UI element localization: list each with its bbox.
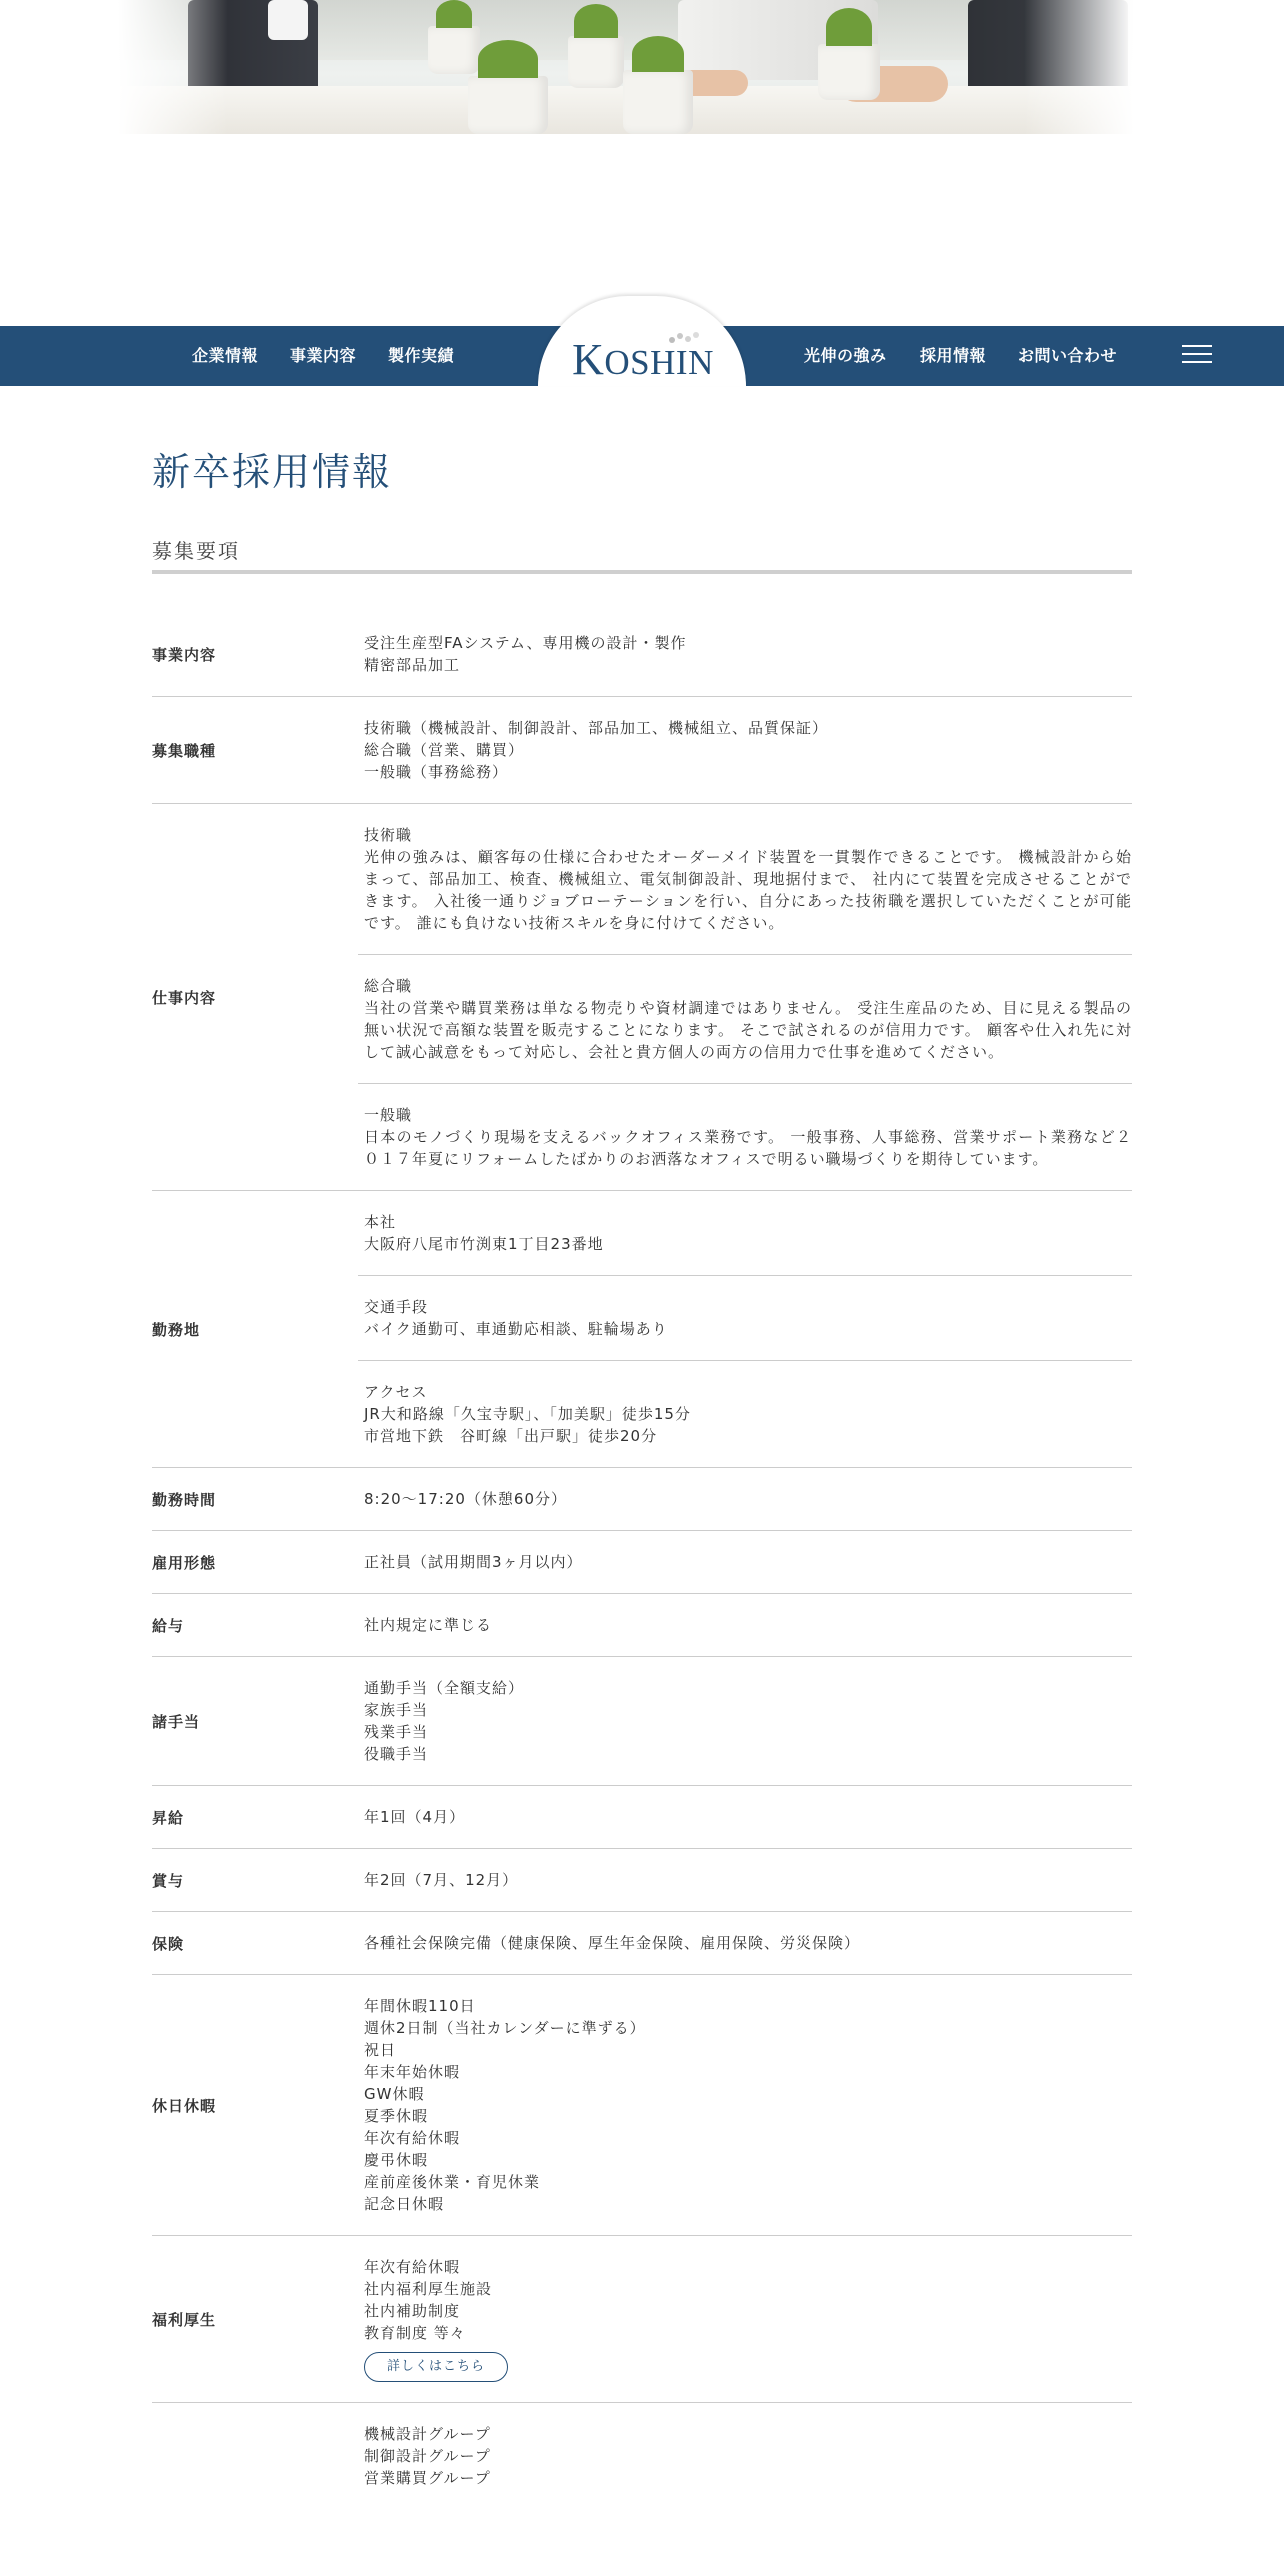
- person-left-shirt: [268, 0, 308, 40]
- row-value: [358, 1191, 1132, 1467]
- plant-leaves: [574, 4, 618, 38]
- value-block: [358, 1657, 1132, 1785]
- value-line: 社内補助制度: [364, 2302, 461, 2320]
- row-value: [358, 1531, 1132, 1593]
- row-value: [358, 2403, 1132, 2509]
- value-line: 機械設計グループ: [364, 2425, 491, 2443]
- value-block: [358, 1084, 1132, 1190]
- value-line: 一般職（事務総務）: [364, 763, 509, 781]
- value-line: 交通手段: [364, 1298, 429, 1316]
- table-row: [152, 1657, 1132, 1786]
- value-line: GW休暇: [364, 2085, 425, 2103]
- section-title: 募集要項: [152, 539, 240, 563]
- value-line: 本社: [364, 1213, 397, 1231]
- value-block: [358, 1912, 1132, 1974]
- logo-initial: K: [572, 335, 605, 384]
- value-line: 社内福利厚生施設: [364, 2280, 493, 2298]
- row-label: 勤務時間: [152, 1490, 217, 1509]
- block-paragraph: 日本のモノづくり現場を支えるバックオフィス業務です。 一般事務、人事総務、営業サポート業務など２０１７年夏にリフォームしたばかりのお洒落なオフィスで明るい職場づくりを期待しています。: [364, 1128, 1132, 1168]
- row-label: 保険: [152, 1934, 185, 1953]
- logo-rest: OSHIN: [604, 343, 714, 382]
- value-block: [358, 1786, 1132, 1848]
- value-block: [358, 1849, 1132, 1911]
- table-row: [152, 2236, 1132, 2403]
- table-row: [152, 1191, 1132, 1468]
- page-title: 新卒採用情報: [152, 450, 393, 494]
- row-value: [358, 2236, 1132, 2402]
- value-line: 週休2日制（当社カレンダーに準ずる）: [364, 2019, 646, 2037]
- value-block: [358, 697, 1132, 803]
- value-line: 年次有給休暇: [364, 2258, 461, 2276]
- row-label: [152, 2403, 358, 2509]
- value-line: 正社員（試用期間3ヶ月以内）: [364, 1553, 583, 1571]
- value-line: 通勤手当（全額支給）: [364, 1679, 525, 1697]
- value-line: 年2回（7月、12月）: [364, 1871, 519, 1889]
- row-value: [358, 1657, 1132, 1785]
- nav-company-info[interactable]: 企業情報: [192, 346, 259, 365]
- plant-leaves: [826, 8, 872, 46]
- plant-pot: [468, 76, 548, 134]
- value-line: 市営地下鉄 谷町線「出戸駅」徒歩20分: [364, 1427, 658, 1445]
- value-line: 年末年始休暇: [364, 2063, 461, 2081]
- nav-recruit[interactable]: 採用情報: [920, 346, 987, 365]
- row-value: [358, 612, 1132, 696]
- nav-strengths[interactable]: 光伸の強み: [804, 346, 887, 365]
- row-label: 募集職種: [152, 741, 217, 760]
- value-line: 各種社会保険完備（健康保険、厚生年金保険、雇用保険、労災保険）: [364, 1934, 861, 1952]
- plant-leaves: [478, 40, 538, 78]
- row-value: [358, 1594, 1132, 1656]
- row-label: 仕事内容: [152, 988, 217, 1007]
- value-line: 8:20～17:20（休憩60分）: [364, 1490, 567, 1508]
- row-value: [358, 1975, 1132, 2235]
- row-value: [358, 1849, 1132, 1911]
- table-row: [152, 612, 1132, 697]
- value-line: 営業購買グループ: [364, 2469, 491, 2487]
- table-row: [152, 697, 1132, 804]
- table-row: [152, 2403, 1132, 2509]
- plant-pot: [818, 44, 880, 100]
- requirements-table: [152, 612, 1132, 2509]
- block-heading: 技術職: [364, 826, 413, 844]
- section-divider: [152, 570, 1132, 574]
- row-label: 昇給: [152, 1808, 185, 1827]
- plant-pot: [428, 26, 480, 74]
- value-line: 年間休暇110日: [364, 1997, 476, 2015]
- block-paragraph: 光伸の強みは、顧客毎の仕様に合わせたオーダーメイド装置を一貫製作できることです。 機械設計から始まって、部品加工、検査、機械組立、電気制御設計、現地据付まで、 社内にて装置を完成させることができます。 入社後一通りジョブローテーションを行い、自分にあった技術職を選択していただくことが可能です。 誰にも負けない技術スキルを身に付けてください。: [364, 848, 1132, 932]
- row-label: 勤務地: [152, 1320, 201, 1339]
- value-line: バイク通勤可、車通勤応相談、駐輪場あり: [364, 1320, 668, 1338]
- value-line: 技術職（機械設計、制御設計、部品加工、機械組立、品質保証）: [364, 719, 829, 737]
- table-row: [152, 1786, 1132, 1849]
- value-line: 社内規定に準じる: [364, 1616, 493, 1634]
- row-value: [358, 1912, 1132, 1974]
- row-value: [358, 804, 1132, 1190]
- table-row: [152, 1594, 1132, 1657]
- value-line: 祝日: [364, 2041, 397, 2059]
- row-value: [358, 697, 1132, 803]
- value-block: [358, 1191, 1132, 1276]
- value-block: [358, 612, 1132, 696]
- value-block: [358, 955, 1132, 1084]
- plant-pot: [568, 36, 624, 88]
- value-line: 教育制度 等々: [364, 2324, 466, 2342]
- value-line: 年1回（4月）: [364, 1808, 466, 1826]
- row-label: 諸手当: [152, 1712, 201, 1731]
- table-row: [152, 1975, 1132, 2236]
- value-line: 受注生産型FAシステム、専用機の設計・製作: [364, 634, 687, 652]
- nav-business[interactable]: 事業内容: [290, 346, 357, 365]
- value-block: [358, 804, 1132, 955]
- nav-contact[interactable]: お問い合わせ: [1018, 346, 1118, 365]
- value-line: 精密部品加工: [364, 656, 461, 674]
- hero-fade-right: [1024, 0, 1134, 134]
- value-block: [358, 2403, 1132, 2509]
- value-line: 年次有給休暇: [364, 2129, 461, 2147]
- row-value: [358, 1468, 1132, 1530]
- value-line: 産前産後休業・育児休業: [364, 2173, 541, 2191]
- hero-image: [118, 0, 1134, 134]
- value-line: 残業手当: [364, 1723, 429, 1741]
- row-label: 雇用形態: [152, 1553, 217, 1572]
- row-label: 福利厚生: [152, 2310, 217, 2329]
- details-button[interactable]: 詳しくはこちら: [364, 2352, 508, 2382]
- value-block: [358, 1594, 1132, 1656]
- koshin-logo[interactable]: [563, 335, 723, 384]
- table-row: [152, 1468, 1132, 1531]
- row-label: 給与: [152, 1616, 185, 1635]
- table-row: [152, 804, 1132, 1191]
- table-row: [152, 1531, 1132, 1594]
- value-line: 総合職（営業、購買）: [364, 741, 525, 759]
- plant-leaves: [436, 0, 472, 28]
- value-block: [358, 1531, 1132, 1593]
- row-label: 賞与: [152, 1871, 185, 1890]
- row-value: [358, 1786, 1132, 1848]
- block-heading: 一般職: [364, 1106, 413, 1124]
- value-block: [358, 1468, 1132, 1530]
- value-line: 役職手当: [364, 1745, 429, 1763]
- nav-works[interactable]: 製作実績: [388, 346, 455, 365]
- value-line: 慶弔休暇: [364, 2151, 429, 2169]
- row-label: 事業内容: [152, 645, 217, 664]
- hamburger-icon[interactable]: [1182, 344, 1212, 364]
- value-line: アクセス: [364, 1383, 428, 1401]
- value-line: 記念日休暇: [364, 2195, 445, 2213]
- value-block: [358, 1361, 1132, 1467]
- table-row: [152, 1912, 1132, 1975]
- table-row: [152, 1849, 1132, 1912]
- block-paragraph: 当社の営業や購買業務は単なる物売りや資材調達ではありません。 受注生産品のため、目に見える製品の無い状況で高額な装置を販売することになります。 そこで試されるのが信用力です。 顧客や仕入れ先に対して誠心誠意をもって対応し、会社と貴方個人の両方の信用力で仕事を進めてください。: [364, 999, 1132, 1061]
- value-line: 制御設計グループ: [364, 2447, 491, 2465]
- value-block: [358, 1975, 1132, 2235]
- row-label: 休日休暇: [152, 2096, 217, 2115]
- block-heading: 総合職: [364, 977, 413, 995]
- value-block: [358, 1276, 1132, 1361]
- value-line: 大阪府八尾市竹渕東1丁目23番地: [364, 1235, 604, 1253]
- value-line: 家族手当: [364, 1701, 429, 1719]
- plant-pot: [623, 70, 693, 134]
- value-block: [358, 2236, 1132, 2402]
- value-line: JR大和路線「久宝寺駅」、「加美駅」徒歩15分: [364, 1405, 691, 1423]
- logo-dots-icon: [668, 330, 708, 344]
- value-line: 夏季休暇: [364, 2107, 429, 2125]
- plant-leaves: [632, 36, 684, 72]
- hero-fade-left: [118, 0, 228, 134]
